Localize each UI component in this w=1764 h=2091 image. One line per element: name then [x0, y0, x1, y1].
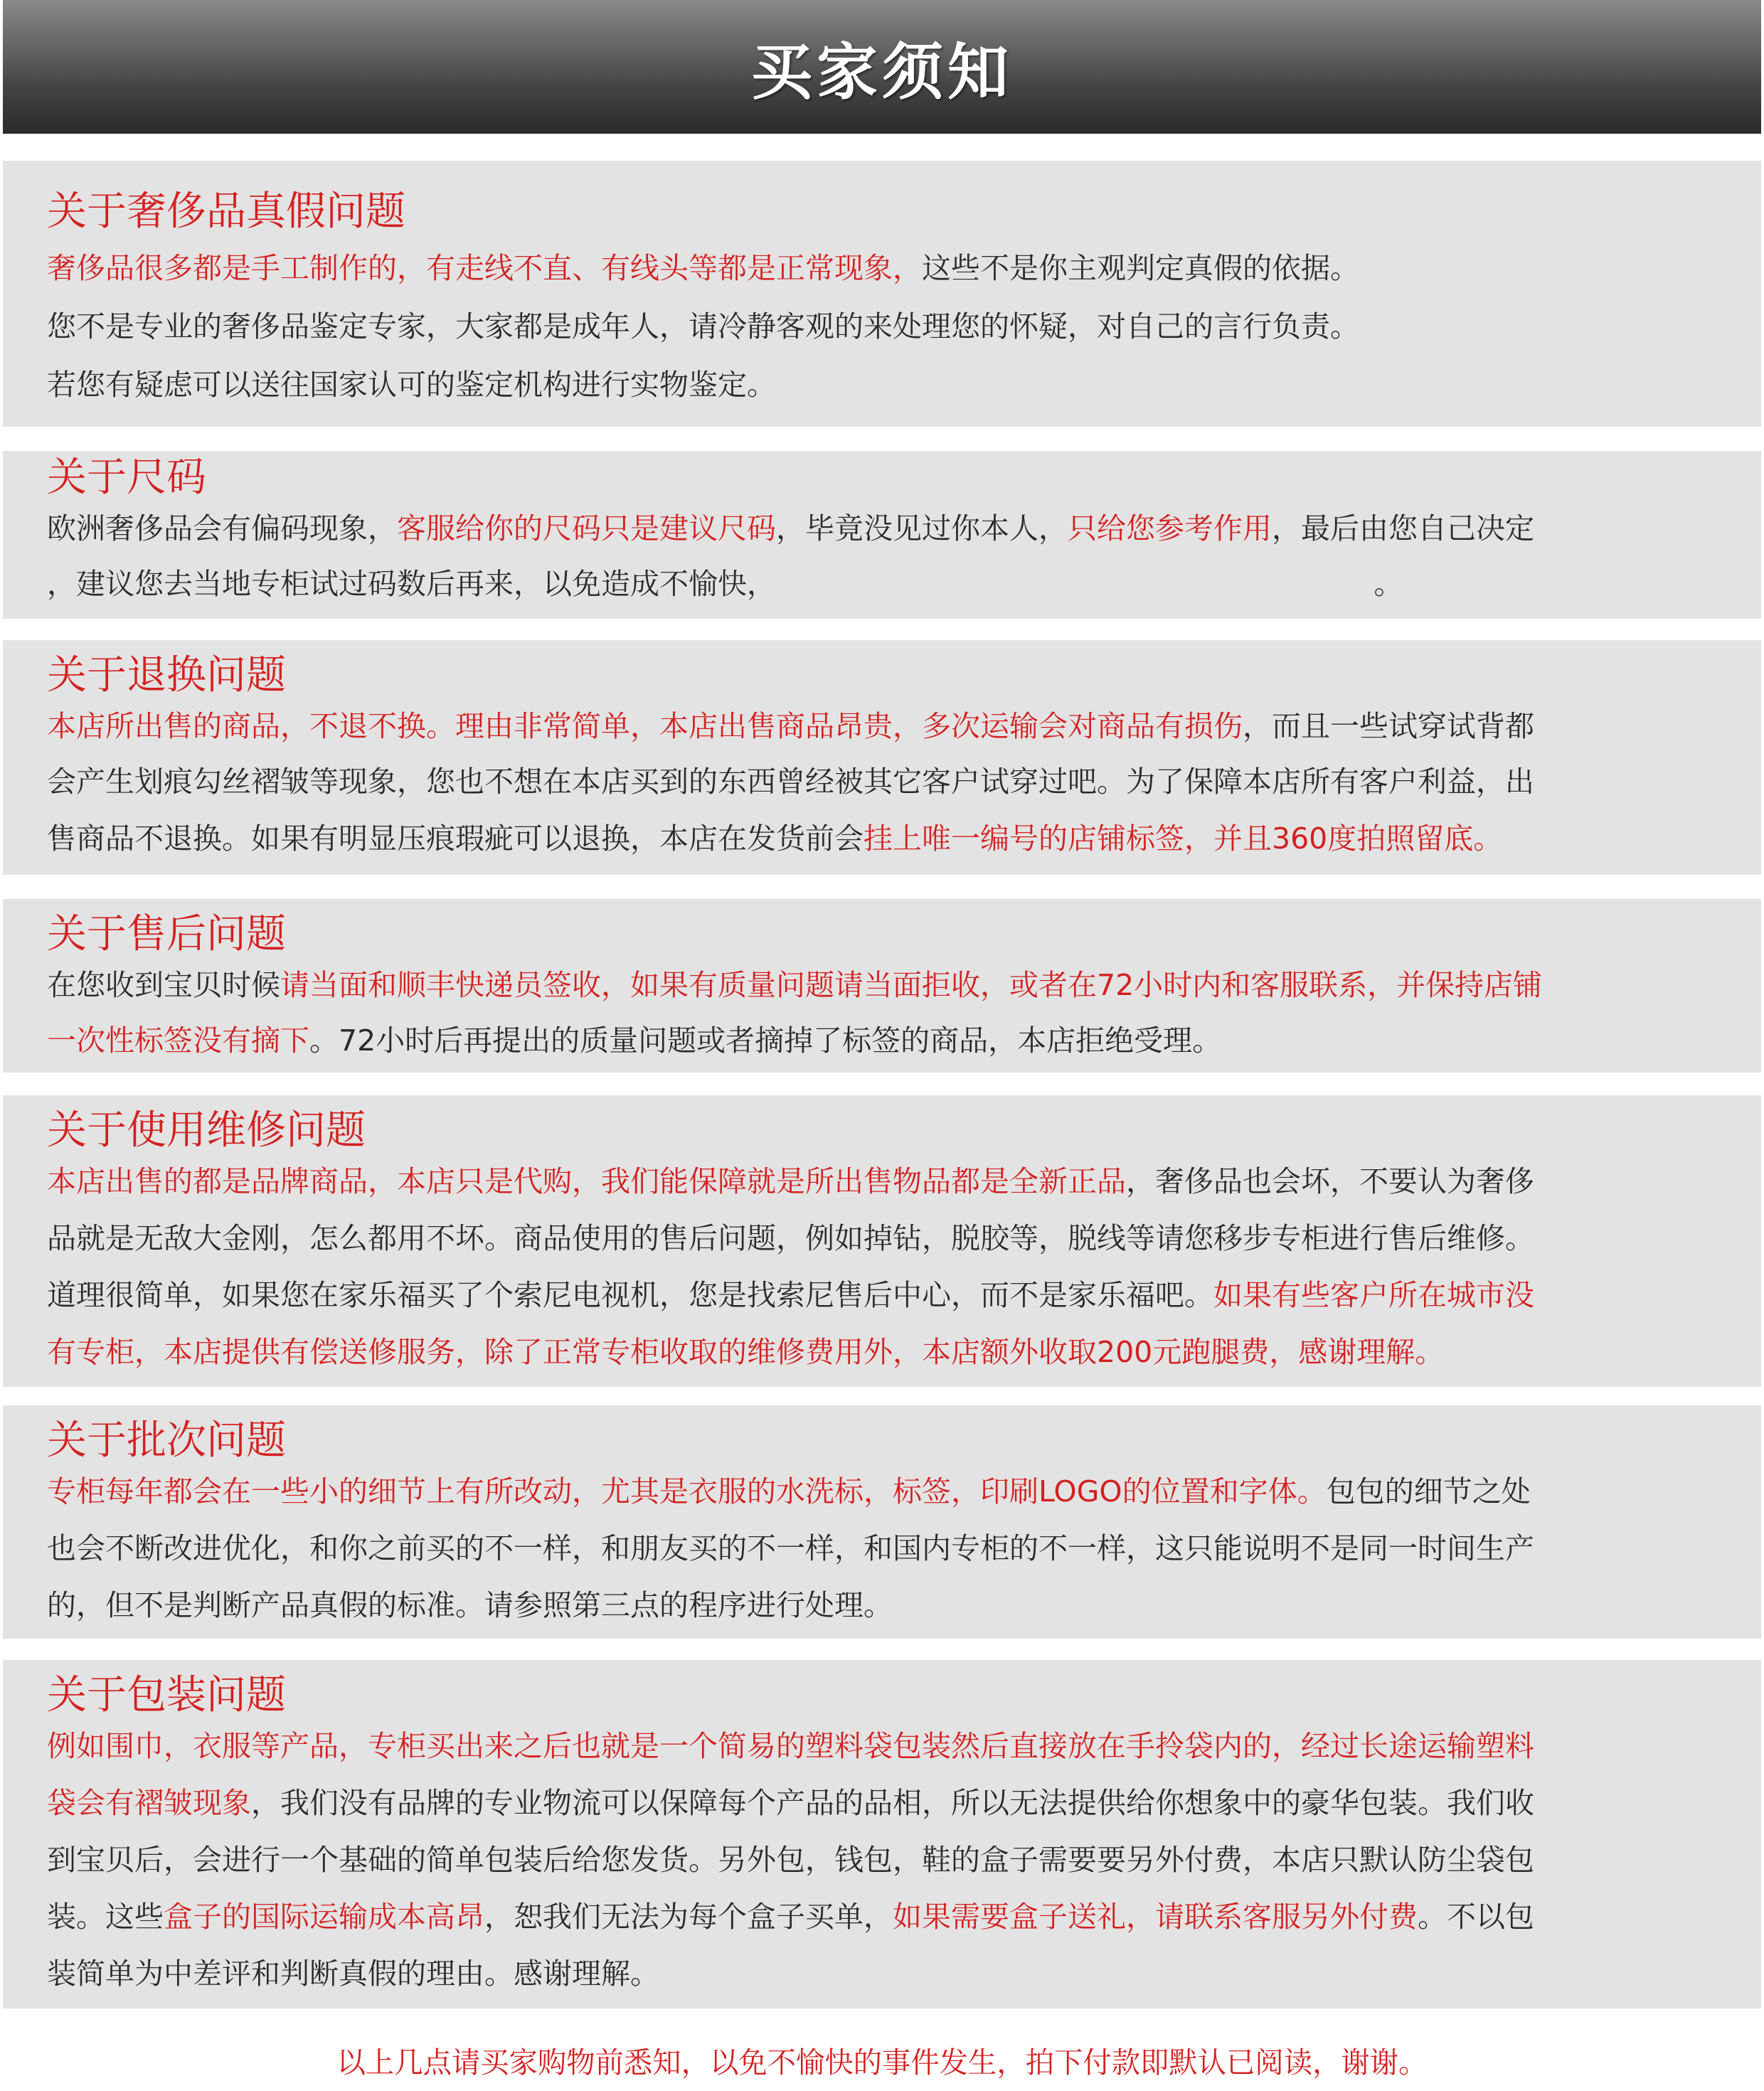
section-title: 关于尺码	[47, 454, 206, 501]
section-line: 袋会有褶皱现象，我们没有品牌的专业物流可以保障每个产品的品相，所以无法提供给你想象中的豪华包装。我们收	[47, 1786, 1534, 1820]
section-line: 到宝贝后，会进行一个基础的简单包装后给您发货。另外包，钱包，鞋的盒子需要要另外付费，本店只默认防尘袋包	[47, 1843, 1534, 1877]
section-line: 欧洲奢侈品会有偏码现象，客服给你的尺码只是建议尺码，毕竟没见过你本人，只给您参考作用，最后由您自己决定	[47, 511, 1534, 546]
section-line: 您不是专业的奢侈品鉴定专家，大家都是成年人，请冷静客观的来处理您的怀疑，对自己的言行负责。	[47, 309, 1359, 344]
section-line: 售商品不退换。如果有明显压痕瑕疵可以退换，本店在发货前会挂上唯一编号的店铺标签，并且360度拍照留底。	[47, 821, 1503, 856]
section-line: 一次性标签没有摘下。72小时后再提出的质量问题或者摘掉了标签的商品，本店拒绝受理。	[47, 1023, 1222, 1058]
section-title: 关于批次问题	[47, 1417, 286, 1464]
section-line: 道理很简单，如果您在家乐福买了个索尼电视机，您是找索尼售后中心，而不是家乐福吧。如果有些客户所在城市没	[47, 1278, 1534, 1312]
section-returns	[3, 640, 1761, 875]
section-line: 若您有疑虑可以送往国家认可的鉴定机构进行实物鉴定。	[47, 368, 776, 402]
section-after-sales	[3, 899, 1761, 1073]
section-line: 本店所出售的商品，不退不换。理由非常简单，本店出售商品昂贵，多次运输会对商品有损伤，而且一些试穿试背都	[47, 709, 1534, 743]
footer-note: 以上几点请买家购物前悉知，以免不愉快的事件发生，拍下付款即默认已阅读，谢谢。	[336, 2045, 1428, 2080]
section-line: 在您收到宝贝时候请当面和顺丰快递员签收，如果有质量问题请当面拒收，或者在72小时内和客服联系，并保持店铺	[47, 968, 1543, 1002]
page-title: 买家须知	[751, 36, 1013, 108]
section-line: 装。这些盒子的国际运输成本高昂，恕我们无法为每个盒子买单，如果需要盒子送礼，请联系客服另外付费。不以包	[47, 1900, 1534, 1934]
section-line: 品就是无敌大金刚，怎么都用不坏。商品使用的售后问题，例如掉钻，脱胶等，脱线等请您移步专柜进行售后维修。	[47, 1221, 1534, 1255]
section-title: 关于售后问题	[47, 911, 286, 957]
section-line: 也会不断改进优化，和你之前买的不一样，和朋友买的不一样，和国内专柜的不一样，这只能说明不是同一时间生产	[47, 1531, 1534, 1565]
section-title: 关于使用维修问题	[47, 1107, 366, 1154]
section-line: 奢侈品很多都是手工制作的，有走线不直、有线头等都是正常现象，这些不是你主观判定真假的依据。	[47, 251, 1359, 285]
section-line: 会产生划痕勾丝褶皱等现象，您也不想在本店买到的东西曾经被其它客户试穿过吧。为了保障本店所有客户利益，出	[47, 765, 1534, 799]
section-line: 例如围巾，衣服等产品，专柜买出来之后也就是一个简易的塑料袋包装然后直接放在手拎袋内的，经过长途运输塑料	[47, 1729, 1534, 1763]
section-line: 有专柜，本店提供有偿送修服务，除了正常专柜收取的维修费用外，本店额外收取200元跑腿费，感谢理解。	[47, 1335, 1445, 1369]
section-line: 本店出售的都是品牌商品，本店只是代购，我们能保障就是所出售物品都是全新正品，奢侈品也会坏，不要认为奢侈	[47, 1164, 1534, 1198]
section-line: ，建议您去当地专柜试过码数后再来，以免造成不愉快， 。	[47, 567, 1403, 601]
section-size	[3, 451, 1761, 619]
section-authenticity	[3, 161, 1761, 427]
section-repair	[3, 1095, 1761, 1387]
section-line: 的，但不是判断产品真假的标准。请参照第三点的程序进行处理。	[47, 1588, 893, 1622]
section-title: 关于奢侈品真假问题	[47, 188, 405, 235]
section-title: 关于退换问题	[47, 652, 286, 698]
header-banner	[3, 0, 1761, 134]
section-line: 装简单为中差评和判断真假的理由。感谢理解。	[47, 1957, 659, 1991]
section-title: 关于包装问题	[47, 1672, 286, 1718]
section-packaging	[3, 1660, 1761, 2008]
section-line: 专柜每年都会在一些小的细节上有所改动，尤其是衣服的水洗标，标签，印刷LOGO的位置和字体。包包的细节之处	[47, 1474, 1531, 1509]
section-batch	[3, 1405, 1761, 1639]
